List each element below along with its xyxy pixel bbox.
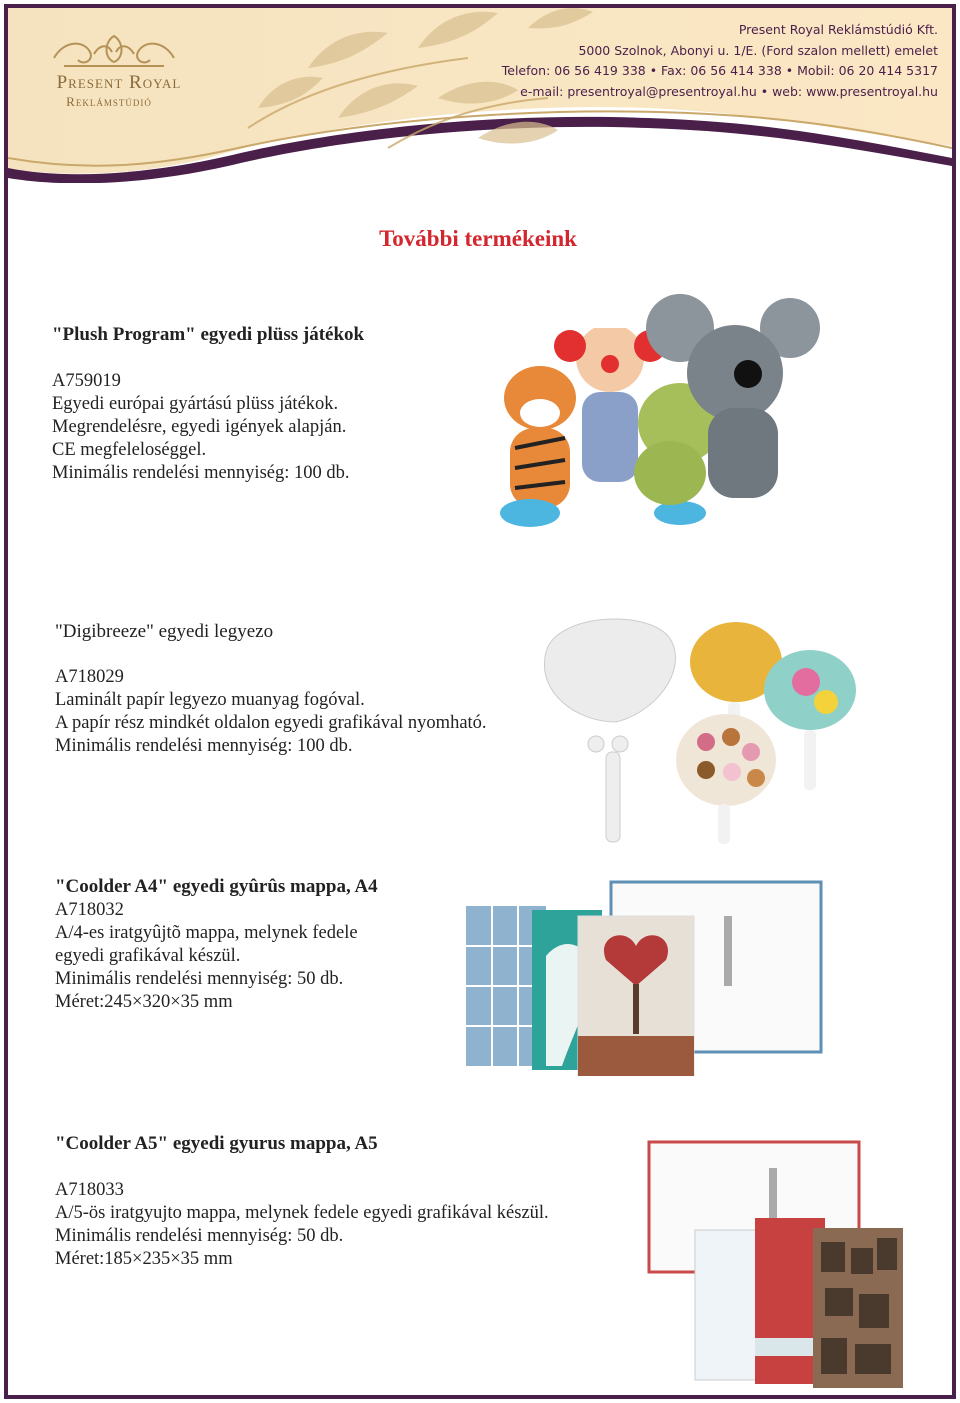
page-title: További termékeink xyxy=(379,226,577,251)
product-line: Minimális rendelési mennyiség: 50 db. xyxy=(55,969,344,989)
product-name: "Plush Program" egyedi plüss játékok xyxy=(52,324,365,345)
product-name: "Coolder A4" egyedi gyûrûs mappa, A4 xyxy=(55,876,378,897)
product-code: A718029 xyxy=(55,667,124,687)
product-line: Minimális rendelési mennyiség: 100 db. xyxy=(55,736,353,756)
company-address: 5000 Szolnok, Abonyi u. 1/E. (Ford szalon mellett) emelet xyxy=(578,42,938,58)
letterhead xyxy=(8,8,952,183)
product-code: A718033 xyxy=(55,1180,124,1200)
ring-binders-a4-image xyxy=(466,876,830,1076)
crown-ornament-icon xyxy=(34,30,194,74)
product-line: Laminált papír legyezo muanyag fogóval. xyxy=(55,690,365,710)
product-line: A papír rész mindkét oldalon egyedi grafikával nyomható. xyxy=(55,713,487,733)
product-plush xyxy=(52,324,452,485)
contact-block xyxy=(502,20,938,102)
ring-binders-a5-image xyxy=(645,1138,907,1388)
product-line: Minimális rendelési mennyiség: 50 db. xyxy=(55,1226,344,1246)
product-name: "Coolder A5" egyedi gyurus mappa, A5 xyxy=(55,1133,378,1154)
product-line: egyedi grafikával készül. xyxy=(55,946,241,966)
product-code: A718032 xyxy=(55,900,124,920)
logo-name: Present Royal xyxy=(56,72,182,93)
product-line: Méret:185×235×35 mm xyxy=(55,1249,233,1269)
product-binder-a4 xyxy=(55,876,455,1014)
product-line: CE megfeleloséggel. xyxy=(52,440,207,460)
product-fan xyxy=(55,621,555,758)
product-binder-a5 xyxy=(55,1133,655,1271)
product-code: A759019 xyxy=(52,371,121,391)
hand-fans-image xyxy=(536,612,866,852)
logo-subtitle: Reklámstúdió xyxy=(66,94,152,109)
company-name: Present Royal Reklámstúdió Kft. xyxy=(738,22,938,37)
company-logo xyxy=(34,30,194,120)
company-phone: Telefon: 06 56 419 338 • Fax: 06 56 414 338 • Mobil: 06 20 414 5317 xyxy=(501,63,938,78)
product-line: A/4-es iratgyûjtõ mappa, melynek fedele xyxy=(55,923,358,943)
product-line: Méret:245×320×35 mm xyxy=(55,992,233,1012)
product-line: Minimális rendelési mennyiség: 100 db. xyxy=(52,463,350,483)
product-name: "Digibreeze" egyedi legyezo xyxy=(55,621,274,642)
product-line: Egyedi európai gyártású plüss játékok. xyxy=(52,394,339,414)
company-web: e-mail: presentroyal@presentroyal.hu • web: www.presentroyal.hu xyxy=(520,83,938,99)
product-line: A/5-ös iratgyujto mappa, melynek fedele egyedi grafikával készül. xyxy=(55,1203,549,1223)
product-line: Megrendelésre, egyedi igények alapján. xyxy=(52,417,347,437)
plush-toys-image xyxy=(470,288,820,538)
